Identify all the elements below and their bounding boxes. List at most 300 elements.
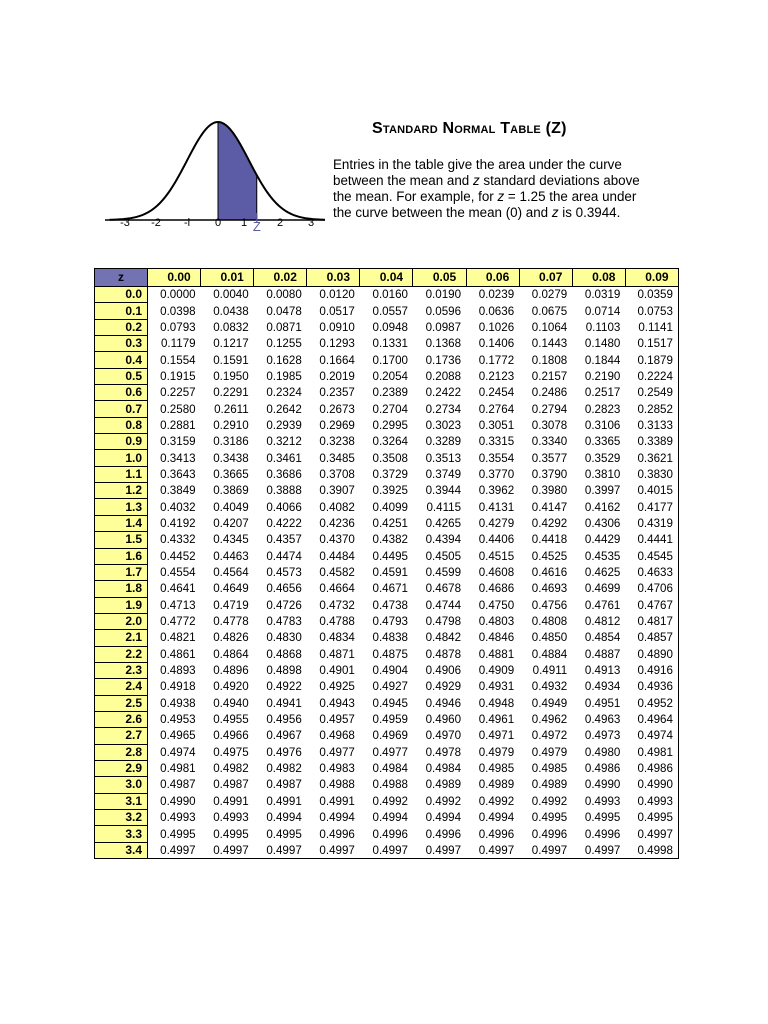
table-cell: 0.4986 xyxy=(584,762,621,776)
table-cell: 0.4909 xyxy=(478,664,515,678)
table-cell: 0.4927 xyxy=(372,680,408,694)
table-cell: 0.3907 xyxy=(319,484,355,498)
table-cell: 0.4972 xyxy=(531,729,568,743)
table-cell: 0.4370 xyxy=(319,533,355,547)
table-cell: 0.1736 xyxy=(425,353,462,367)
table-cell: 0.4573 xyxy=(266,566,302,580)
table-cell: 0.4913 xyxy=(584,664,621,678)
table-cell: 0.0793 xyxy=(160,320,196,334)
table-row xyxy=(95,662,679,678)
table-cell: 0.4964 xyxy=(625,711,678,727)
table-cell: 0.2389 xyxy=(372,386,408,400)
table-cell: 0.4980 xyxy=(584,745,621,759)
table-cell: 0.2939 xyxy=(266,418,302,432)
row-header: 0.6 xyxy=(95,385,148,401)
table-cell: 0.4846 xyxy=(478,631,515,645)
table-cell: 0.4441 xyxy=(625,532,678,548)
table-row xyxy=(95,466,679,482)
table-cell: 0.4971 xyxy=(478,729,515,743)
z-symbol: z xyxy=(551,205,559,220)
table-cell: 0.4788 xyxy=(319,615,355,629)
table-cell: 0.2642 xyxy=(266,402,302,416)
table-cell: 0.4664 xyxy=(319,582,355,596)
column-header: 0.09 xyxy=(625,269,678,287)
column-header: 0.00 xyxy=(148,269,201,287)
table-cell: 0.4332 xyxy=(160,533,196,547)
column-header: 0.06 xyxy=(466,269,519,287)
table-cell: 0.4974 xyxy=(160,745,196,759)
table-cell: 0.4969 xyxy=(372,729,408,743)
table-cell: 0.0190 xyxy=(425,288,462,302)
table-cell: 0.4817 xyxy=(625,613,678,629)
table-cell: 0.4938 xyxy=(160,696,196,710)
table-cell: 0.0398 xyxy=(160,304,196,318)
table-cell: 0.0517 xyxy=(319,304,355,318)
table-cell: 0.4898 xyxy=(266,664,302,678)
axis-tick-label: 0 xyxy=(214,217,222,229)
table-row xyxy=(95,597,679,613)
table-cell: 0.2794 xyxy=(531,402,568,416)
table-cell: 0.4977 xyxy=(372,745,408,759)
table-cell: 0.4978 xyxy=(425,745,462,759)
column-header: 0.02 xyxy=(254,269,307,287)
table-row xyxy=(95,646,679,662)
table-cell: 0.4963 xyxy=(584,713,621,727)
row-header: 2.4 xyxy=(95,679,148,695)
table-cell: 0.4951 xyxy=(584,696,621,710)
table-cell: 0.4750 xyxy=(478,598,515,612)
table-cell: 0.4985 xyxy=(478,762,515,776)
table-cell: 0.2291 xyxy=(213,386,249,400)
table-cell: 0.4854 xyxy=(584,631,621,645)
table-cell: 0.4941 xyxy=(266,696,302,710)
table-cell: 0.4015 xyxy=(625,483,678,499)
table-cell: 0.3264 xyxy=(372,435,408,449)
table-cell: 0.1950 xyxy=(213,369,249,383)
table-row xyxy=(95,695,679,711)
table-cell: 0.4032 xyxy=(160,500,196,514)
table-cell: 0.4957 xyxy=(319,713,355,727)
table-cell: 0.4995 xyxy=(625,810,678,826)
row-header: 1.8 xyxy=(95,581,148,597)
table-cell: 0.4996 xyxy=(478,827,515,841)
table-cell: 0.0557 xyxy=(372,304,408,318)
table-cell: 0.3133 xyxy=(625,417,678,433)
table-cell: 0.4982 xyxy=(266,762,302,776)
table-cell: 0.4345 xyxy=(213,533,249,547)
table-cell: 0.4505 xyxy=(425,549,462,563)
z-marker-label: Z xyxy=(252,219,261,234)
table-cell: 0.4279 xyxy=(478,516,515,530)
row-header: 1.0 xyxy=(95,450,148,466)
table-cell: 0.4767 xyxy=(625,597,678,613)
axis-tick-label: 2 xyxy=(276,217,284,229)
table-cell: 0.3159 xyxy=(160,435,196,449)
table-cell: 0.2224 xyxy=(625,368,678,384)
table-cell: 0.4115 xyxy=(426,500,462,514)
table-cell: 0.3238 xyxy=(319,435,355,449)
table-cell: 0.4946 xyxy=(425,696,462,710)
table-cell: 0.4641 xyxy=(160,582,196,596)
row-header: 0.4 xyxy=(95,352,148,368)
table-cell: 0.1293 xyxy=(319,337,355,351)
table-cell: 0.4830 xyxy=(266,631,302,645)
table-cell: 0.3729 xyxy=(372,467,408,481)
description-text: is 0.3944. xyxy=(558,205,621,220)
table-row xyxy=(95,760,679,776)
table-cell: 0.0596 xyxy=(425,304,462,318)
table-cell: 0.4649 xyxy=(213,582,249,596)
shaded-area xyxy=(218,122,257,220)
table-cell: 0.3621 xyxy=(625,450,678,466)
table-cell: 0.4591 xyxy=(372,566,408,580)
table-cell: 0.4772 xyxy=(160,615,196,629)
table-row xyxy=(95,744,679,760)
table-row xyxy=(95,434,679,450)
table-cell: 0.1103 xyxy=(585,320,621,334)
row-header: 2.0 xyxy=(95,613,148,629)
table-cell: 0.2764 xyxy=(478,402,515,416)
table-cell: 0.3051 xyxy=(478,418,515,432)
table-row xyxy=(95,728,679,744)
table-cell: 0.0948 xyxy=(372,320,408,334)
table-cell: 0.4608 xyxy=(478,566,515,580)
table-cell: 0.2881 xyxy=(160,418,196,432)
table-cell: 0.4922 xyxy=(266,680,302,694)
table-cell: 0.4992 xyxy=(478,794,515,808)
table-cell: 0.4861 xyxy=(160,647,196,661)
table-cell: 0.4997 xyxy=(254,842,307,858)
table-cell: 0.4940 xyxy=(213,696,249,710)
table-cell: 0.3389 xyxy=(625,434,678,450)
table-cell: 0.4991 xyxy=(266,794,302,808)
table-cell: 0.1141 xyxy=(625,319,678,335)
table-cell: 0.4976 xyxy=(266,745,302,759)
table-cell: 0.0359 xyxy=(625,287,678,303)
table-cell: 0.4131 xyxy=(478,500,515,514)
table-cell: 0.0987 xyxy=(425,320,462,334)
table-cell: 0.4993 xyxy=(160,811,196,825)
table-cell: 0.4993 xyxy=(584,794,621,808)
table-cell: 0.2549 xyxy=(625,385,678,401)
table-cell: 0.3980 xyxy=(531,484,568,498)
row-header: 3.0 xyxy=(95,777,148,793)
table-cell: 0.4983 xyxy=(319,762,355,776)
table-cell: 0.4236 xyxy=(319,516,355,530)
table-cell: 0.4535 xyxy=(584,549,621,563)
table-cell: 0.4996 xyxy=(372,827,408,841)
table-cell: 0.4979 xyxy=(531,745,568,759)
table-cell: 0.4993 xyxy=(213,811,249,825)
table-cell: 0.4989 xyxy=(478,778,515,792)
table-row xyxy=(95,287,679,303)
table-cell: 0.4901 xyxy=(319,664,355,678)
table-cell: 0.3962 xyxy=(478,484,515,498)
axis-tick-label: -l xyxy=(183,217,191,229)
table-cell: 0.4525 xyxy=(531,549,568,563)
table-cell: 0.4319 xyxy=(625,515,678,531)
z-table xyxy=(94,268,679,859)
table-cell: 0.4868 xyxy=(266,647,302,661)
table-cell: 0.4949 xyxy=(531,696,568,710)
column-header: 0.05 xyxy=(413,269,466,287)
table-cell: 0.2517 xyxy=(584,386,621,400)
column-header: 0.08 xyxy=(572,269,625,287)
table-cell: 0.4049 xyxy=(213,500,249,514)
axis-tick-label: -2 xyxy=(151,217,161,229)
table-cell: 0.4992 xyxy=(372,794,408,808)
table-cell: 0.0040 xyxy=(213,288,249,302)
table-cell: 0.3790 xyxy=(531,467,568,481)
table-cell: 0.1179 xyxy=(160,337,196,351)
table-cell: 0.4793 xyxy=(372,615,408,629)
table-cell: 0.4931 xyxy=(478,680,515,694)
table-row xyxy=(95,630,679,646)
table-cell: 0.1255 xyxy=(266,337,302,351)
table-cell: 0.2088 xyxy=(425,369,462,383)
table-cell: 0.4953 xyxy=(160,713,196,727)
table-cell: 0.4357 xyxy=(266,533,302,547)
row-header: 3.4 xyxy=(95,842,148,858)
table-cell: 0.3513 xyxy=(425,451,462,465)
table-cell: 0.4936 xyxy=(625,679,678,695)
table-cell: 0.4706 xyxy=(625,581,678,597)
table-cell: 0.4996 xyxy=(319,827,355,841)
table-cell: 0.4911 xyxy=(532,664,568,678)
table-row xyxy=(95,401,679,417)
table-cell: 0.4965 xyxy=(160,729,196,743)
table-cell: 0.2673 xyxy=(319,402,355,416)
table-cell: 0.4981 xyxy=(160,762,196,776)
table-cell: 0.3686 xyxy=(266,467,302,481)
table-cell: 0.4959 xyxy=(372,713,408,727)
table-row xyxy=(95,842,679,858)
row-header: 2.1 xyxy=(95,630,148,646)
table-cell: 0.2454 xyxy=(478,386,515,400)
table-cell: 0.4982 xyxy=(213,762,249,776)
row-header: 2.5 xyxy=(95,695,148,711)
table-cell: 0.3830 xyxy=(625,466,678,482)
table-row xyxy=(95,679,679,695)
table-cell: 0.4960 xyxy=(425,713,462,727)
description-text: standard deviations above the mean. For example, for xyxy=(333,173,640,204)
table-row xyxy=(95,711,679,727)
table-cell: 0.1844 xyxy=(584,353,621,367)
table-cell: 0.3438 xyxy=(213,451,249,465)
table-cell: 0.4192 xyxy=(160,516,196,530)
table-cell: 0.4463 xyxy=(213,549,249,563)
table-cell: 0.3529 xyxy=(584,451,621,465)
table-cell: 0.0160 xyxy=(372,288,408,302)
table-cell: 0.4986 xyxy=(625,760,678,776)
column-header: 0.01 xyxy=(201,269,254,287)
table-body xyxy=(95,287,679,859)
table-cell: 0.4920 xyxy=(213,680,249,694)
table-cell: 0.4996 xyxy=(584,827,621,841)
table-cell: 0.4678 xyxy=(425,582,462,596)
table-row xyxy=(95,499,679,515)
table-cell: 0.4929 xyxy=(425,680,462,694)
table-row xyxy=(95,303,679,319)
table-cell: 0.4207 xyxy=(213,516,249,530)
table-cell: 0.2910 xyxy=(213,418,249,432)
table-cell: 0.2734 xyxy=(425,402,462,416)
table-cell: 0.1879 xyxy=(625,352,678,368)
table-row xyxy=(95,352,679,368)
table-cell: 0.4881 xyxy=(478,647,515,661)
table-cell: 0.3849 xyxy=(160,484,196,498)
table-cell: 0.4382 xyxy=(372,533,408,547)
table-cell: 0.4945 xyxy=(372,696,408,710)
table-row xyxy=(95,777,679,793)
table-cell: 0.4803 xyxy=(478,615,515,629)
table-cell: 0.4985 xyxy=(531,762,568,776)
table-cell: 0.4984 xyxy=(425,762,462,776)
table-cell: 0.4952 xyxy=(625,695,678,711)
description-text: Entries in the table give the area under the curve between the mean and xyxy=(333,157,622,188)
table-cell: 0.4961 xyxy=(478,713,515,727)
table-cell: 0.3577 xyxy=(531,451,568,465)
table-cell: 0.4394 xyxy=(425,533,462,547)
table-cell: 0.4147 xyxy=(531,500,568,514)
table-row xyxy=(95,793,679,809)
table-cell: 0.4306 xyxy=(584,516,621,530)
table-cell: 0.0080 xyxy=(266,288,302,302)
table-cell: 0.0714 xyxy=(584,304,621,318)
table-cell: 0.4968 xyxy=(319,729,355,743)
table-cell: 0.4838 xyxy=(372,631,408,645)
table-cell: 0.4564 xyxy=(213,566,249,580)
row-header: 1.6 xyxy=(95,548,148,564)
table-cell: 0.1664 xyxy=(319,353,355,367)
table-cell: 0.4699 xyxy=(584,582,621,596)
axis-tick-label: 3 xyxy=(307,217,315,229)
table-cell: 0.4987 xyxy=(266,778,302,792)
table-cell: 0.4995 xyxy=(531,811,568,825)
table-cell: 0.4495 xyxy=(372,549,408,563)
row-header: 3.2 xyxy=(95,810,148,826)
table-row xyxy=(95,336,679,352)
column-header: 0.04 xyxy=(360,269,413,287)
table-row xyxy=(95,417,679,433)
table-cell: 0.4996 xyxy=(531,827,568,841)
column-header: 0.07 xyxy=(519,269,572,287)
table-cell: 0.4989 xyxy=(531,778,568,792)
table-cell: 0.4997 xyxy=(413,842,466,858)
table-cell: 0.3023 xyxy=(425,418,462,432)
table-cell: 0.4599 xyxy=(425,566,462,580)
table-cell: 0.4406 xyxy=(478,533,515,547)
table-cell: 0.4418 xyxy=(531,533,568,547)
table-cell: 0.4671 xyxy=(372,582,408,596)
table-cell: 0.4918 xyxy=(160,680,196,694)
table-cell: 0.4265 xyxy=(425,516,462,530)
table-cell: 0.1443 xyxy=(531,337,568,351)
table-cell: 0.3365 xyxy=(584,435,621,449)
table-cell: 0.4761 xyxy=(584,598,621,612)
table-cell: 0.3106 xyxy=(584,418,621,432)
table-cell: 0.0120 xyxy=(319,288,355,302)
table-cell: 0.4970 xyxy=(425,729,462,743)
table-header-row xyxy=(95,269,679,287)
z-symbol: z xyxy=(497,189,505,204)
row-header: 1.2 xyxy=(95,483,148,499)
table-cell: 0.4812 xyxy=(584,615,621,629)
table-cell: 0.3340 xyxy=(531,435,568,449)
table-row xyxy=(95,385,679,401)
row-header: 1.9 xyxy=(95,597,148,613)
table-row xyxy=(95,581,679,597)
table-row xyxy=(95,450,679,466)
table-cell: 0.4625 xyxy=(584,566,621,580)
description-text: = 1.25 the area under the curve between the mean (0) and xyxy=(333,189,637,220)
table-cell: 0.4875 xyxy=(372,647,408,661)
table-cell: 0.4991 xyxy=(319,794,355,808)
axis-tick-label: -3 xyxy=(120,217,130,229)
table-cell: 0.0636 xyxy=(478,304,515,318)
table-cell: 0.4904 xyxy=(372,664,408,678)
table-cell: 0.2324 xyxy=(266,386,302,400)
table-cell: 0.4988 xyxy=(372,778,408,792)
table-cell: 0.4066 xyxy=(266,500,302,514)
table-cell: 0.4932 xyxy=(531,680,568,694)
table-cell: 0.4177 xyxy=(625,499,678,515)
table-cell: 0.3485 xyxy=(319,451,355,465)
table-cell: 0.4962 xyxy=(531,713,568,727)
table-row xyxy=(95,810,679,826)
table-cell: 0.2704 xyxy=(372,402,408,416)
table-description xyxy=(333,157,653,221)
table-cell: 0.4994 xyxy=(425,811,462,825)
table-cell: 0.4826 xyxy=(213,631,249,645)
table-cell: 0.4726 xyxy=(266,598,302,612)
table-cell: 0.3944 xyxy=(425,484,462,498)
table-cell: 0.4948 xyxy=(478,696,515,710)
table-cell: 0.4850 xyxy=(531,631,568,645)
table-row xyxy=(95,515,679,531)
table-cell: 0.0753 xyxy=(625,303,678,319)
table-cell: 0.4995 xyxy=(160,827,196,841)
row-header: 1.4 xyxy=(95,515,148,531)
table-cell: 0.1517 xyxy=(625,336,678,352)
table-cell: 0.4997 xyxy=(572,842,625,858)
table-cell: 0.3078 xyxy=(531,418,568,432)
table-cell: 0.3925 xyxy=(372,484,408,498)
table-cell: 0.0478 xyxy=(266,304,302,318)
table-cell: 0.4916 xyxy=(625,662,678,678)
table-cell: 0.3997 xyxy=(584,484,621,498)
table-cell: 0.1554 xyxy=(160,353,196,367)
table-cell: 0.4896 xyxy=(213,664,249,678)
table-cell: 0.4992 xyxy=(531,794,568,808)
table-cell: 0.0239 xyxy=(478,288,515,302)
table-cell: 0.4994 xyxy=(266,811,302,825)
table-cell: 0.4545 xyxy=(625,548,678,564)
table-row xyxy=(95,613,679,629)
row-header: 0.2 xyxy=(95,319,148,335)
table-cell: 0.4974 xyxy=(625,728,678,744)
table-cell: 0.4582 xyxy=(319,566,355,580)
row-header: 3.3 xyxy=(95,826,148,842)
table-cell: 0.4984 xyxy=(372,762,408,776)
table-cell: 0.4871 xyxy=(319,647,355,661)
table-cell: 0.2157 xyxy=(531,369,568,383)
table-cell: 0.4956 xyxy=(266,713,302,727)
row-header: 0.3 xyxy=(95,336,148,352)
row-header: 1.1 xyxy=(95,466,148,482)
table-cell: 0.4893 xyxy=(160,664,196,678)
table-cell: 0.4821 xyxy=(160,631,196,645)
